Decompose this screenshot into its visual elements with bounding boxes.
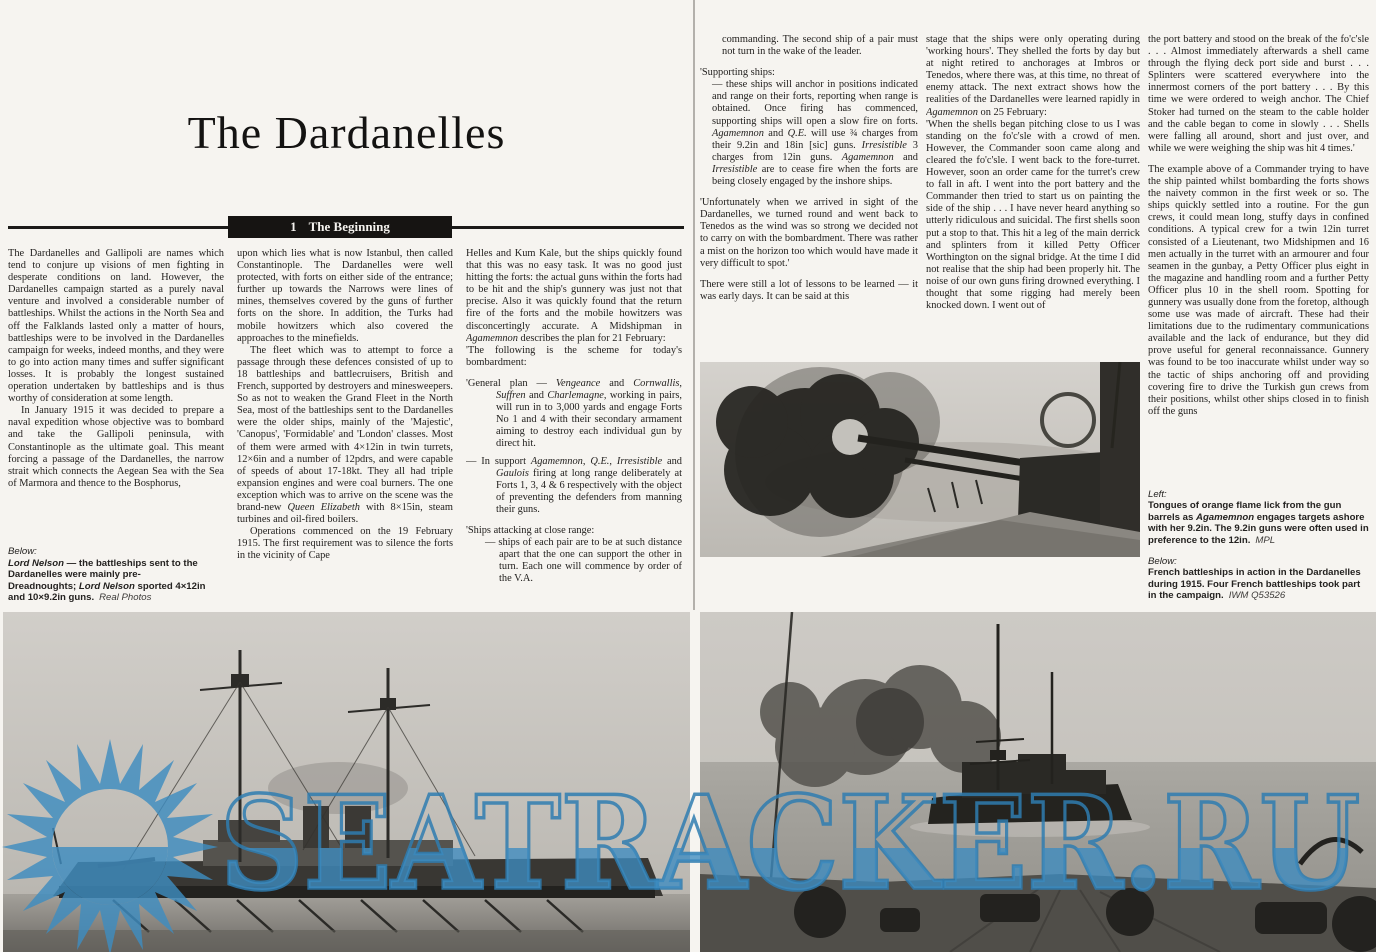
page-title: The Dardanelles [187, 107, 506, 158]
column-2 [926, 34, 1140, 362]
left-page-columns [8, 248, 682, 610]
caption-label: Left: [1148, 488, 1167, 500]
lord-nelson-photo-art [3, 612, 690, 952]
section-title: The Beginning [308, 219, 390, 234]
photo-captions [1148, 489, 1369, 602]
paragraph: The example above of a Commander trying to have the ship painted whilst bombarding the forts shows the naivety common in the first week or so. The ships quickly settled into a routine. For the gun crews, it could mean long, stuffy days in confined conditions. A typical crew for a twin 12in turret consisted of a Lieutenant, two Midshipmen and 16 men actually in the turret with an armourer and four seamen in the gunbay, a Petty Officer plus eight in the magazine and handling room and a further Petty Officer plus 10 in the shell room. Spotting for gunnery was usually done from the foretop, although some use was made of aircraft. These had their limitations due to the rudimentary communications available and the lack of endurance, but they did prove useful for general reconnaissance. Gunnery was found to be too inaccurate whilst under way so the tactic of ships anchoring off and providing covering fire to drive the Turkish gun crews from their positions, whilst other ships closed in to finish off the guns [1148, 163, 1369, 417]
paragraph: The fleet which was to attempt to force a passage through these defences consisted of up to 18 battleships and battlecruisers, British and French, supported by destroyers and minesweepers. So as not to weaken the Grand Fleet in the North Sea, most of the battleships sent to the Dardanelles were the older ships, mainly of the 'Majestic', 'Canopus', 'Formidable' and 'London' classes. Most of them were armed with 4×12in in twin turrets, 12×6in and a number of 12pdrs, and were capable of speeds of about 17-18kt. They all had triple expansion engines and were coal burners. The one exception which was to arrive on the scene was the brand-new Queen Elizabeth with 8×15in, steam turbines and oil-fired boilers. [237, 344, 453, 526]
caption-credit: IWM Q53526 [1228, 590, 1286, 602]
photo-caption-lord-nelson [8, 546, 208, 604]
french-battleships-photo [700, 612, 1376, 952]
section-heading [228, 216, 452, 238]
paragraph: upon which lies what is now Istanbul, then called Constantinople. The Dardanelles were well protected, with forts on either side of the entrance; further up towards the Narrows were lines of mines, themselves covered by the guns of further forts on the shore. In addition, the Turks had mobile howitzers which also covered the approaches to the minefields. [237, 248, 453, 344]
paragraph: 'When the shells began pitching close to us I was standing on the fo'c'sle with a crowd of men. However, the Commander soon came along and cleared the fo'c'sle. I went back to the fore-turret. However, soon an order came for the turret's crew to fall in aft. I went into the port battery and the Commander then tried to start us on painting the side of the ship . . . I have never heard anything so utterly ridiculous and suicidal. The first shells soon put a stop to that. This hit a leg of the main derrick and splinters from it killed Petty Officer Worthington on the signal bridge. At the time I did not realise that the ship had been properly hit. The noise of our own guns firing drowned everything. I thought that some rigging had merely been knocked down. I went out of [926, 118, 1140, 312]
french-battleships-photo-art [700, 612, 1376, 952]
caption-body: Tongues of orange flame lick from the gun barrels as Agamemnon engages targets ashore with her 9.2in. The 9.2in guns were often used in preference to the 12in. [1148, 500, 1369, 547]
paragraph: commanding. The second ship of a pair must not turn in the wake of the leader. [722, 34, 918, 58]
paragraph: 'Ships attacking at close range: [466, 524, 595, 536]
paragraph: 'General plan — Vengeance and Cornwallis, Suffren and Charlemagne, working in pairs, will run in to 3,000 yards and engage Forts No 1 and 4 with their secondary armament aiming to destroy each individual gun by direct hit. [466, 377, 682, 450]
caption-label: Below: [1148, 555, 1177, 567]
paragraph: — In support Agamemnon, Q.E., Irresistible and Gaulois firing at long range deliberately at Forts 1, 3, 4 & 6 respectively with the object of preventing the defenders from manning their guns. [466, 455, 682, 515]
gun-firing-photo [700, 362, 1140, 557]
paragraph: 'Supporting ships: [700, 67, 775, 79]
caption-credit: MPL [1255, 535, 1276, 547]
section-number: 1 [290, 219, 297, 234]
column-2 [237, 248, 453, 610]
caption-label: Below: [8, 546, 37, 558]
paragraph: The Dardanelles and Gallipoli are names which tend to conjure up visions of men fighting in desperate conditions on land. However, the Dardanelles campaign started as a purely naval venture and involved a considerable number of battleships. Whilst the actions in the North Sea and off the Falklands lasted only a matter of hours, battleships were to be involved in the Dardanelles campaign for weeks, indeed months, and they were to go into action many times and suffer significant losses. It is probably the longest sustained operation undertaken by battleships and is thus worthy of consideration at some length. [8, 248, 224, 405]
column-3 [1148, 34, 1369, 612]
gun-firing-photo-art [700, 362, 1140, 557]
caption-body: French battleships in action in the Dardanelles during 1915. Four French battleships took part in the campaign. [1148, 567, 1361, 602]
paragraph: 'Unfortunately when we arrived in sight of the Dardanelles, we turned round and went back to Tenedos as the wind was so strong we decided not to carry on with the bombardment. There was rather a mist on the horizon too which would have made it very difficult to spot.' [700, 197, 918, 269]
paragraph: — ships of each pair are to be at such distance apart that the one can support the other in turn. Each one will commence by order of the V.A. [485, 537, 682, 585]
paragraph: the port battery and stood on the break of the fo'c'sle . . . Almost immediately afterwards a shell came through the flying deck port side and burst . . . Splinters were scattered everywhere into the innermost corners of the port battery . . . By this time we were ordered to weigh anchor. The Chief Stoker had turned on the steam to the cable holder and the cable began to come in slowly . . . Shells were falling all around, short and just over, and while we were weighing the ship was hit 4 times.' [1148, 34, 1369, 154]
watermark-text-outline: SEATRACKER.RU [220, 770, 1360, 915]
paragraph: — these ships will anchor in positions indicated and range on their forts, reporting when range is obtained. Once firing has commenced, supporting ships will open a slow fire on forts. Agamemnon and Q.E. will use ¾ charges from their 9.2in and 18in [sic] guns. Irresistible 3 charges from 12in guns. Agamemnon and Irresistible are to cease fire when the forts are being closely engaged by the inshore ships. [712, 79, 918, 188]
paragraph: Operations commenced on the 19 February 1915. The first requirement was to silence the forts in the vicinity of Cape [237, 526, 453, 562]
paragraph: In January 1915 it was decided to prepare a naval expedition whose objective was to bombard and take the Gallipoli peninsula, with Constantinople as the ultimate goal. This meant forcing a passage of the Dardanelles, the narrow strait which connects the Aegean Sea with the Sea of Marmora and thence to the Bosphorus, [8, 405, 224, 489]
caption-body: Lord Nelson — the battleships sent to the Dardanelles were mainly pre-Dreadnoughts; Lord Nelson sported 4×12in and 10×9.2in guns. [8, 557, 206, 604]
paragraph: 'The following is the scheme for today's bombardment: [466, 344, 682, 368]
column-1 [700, 34, 918, 362]
column-1 [8, 248, 224, 610]
paragraph: stage that the ships were only operating during 'working hours'. They shelled the forts by day but at night retired to anchorages at Imbros or Tenedos, where there was, at this time, no threat of enemy attack. The next extract shows how the realities of the Dardanelles were learned rapidly in Agamemnon on 25 February: [926, 34, 1140, 118]
right-page [700, 0, 1376, 952]
lord-nelson-photo [3, 612, 690, 952]
photo-caption-french-battleships [1148, 556, 1369, 602]
column-3 [466, 248, 682, 610]
paragraph: Helles and Kum Kale, but the ships quickly found that this was no easy task. It was no good just hitting the forts: the actual guns within the forts had to be hit and the ship's gunnery was just not that precise. Also it was quickly found that the return fire of the forts and the mobile howitzers was disconcertingly accurate. A Midshipman in Agamemnon describes the plan for 21 February: [466, 248, 682, 344]
paragraph: There were still a lot of lessons to be learned — it was early days. It can be said at this [700, 278, 918, 302]
photo-caption-agamemnon [1148, 489, 1369, 547]
caption-credit: Real Photos [99, 592, 152, 604]
page-gutter [693, 0, 695, 610]
